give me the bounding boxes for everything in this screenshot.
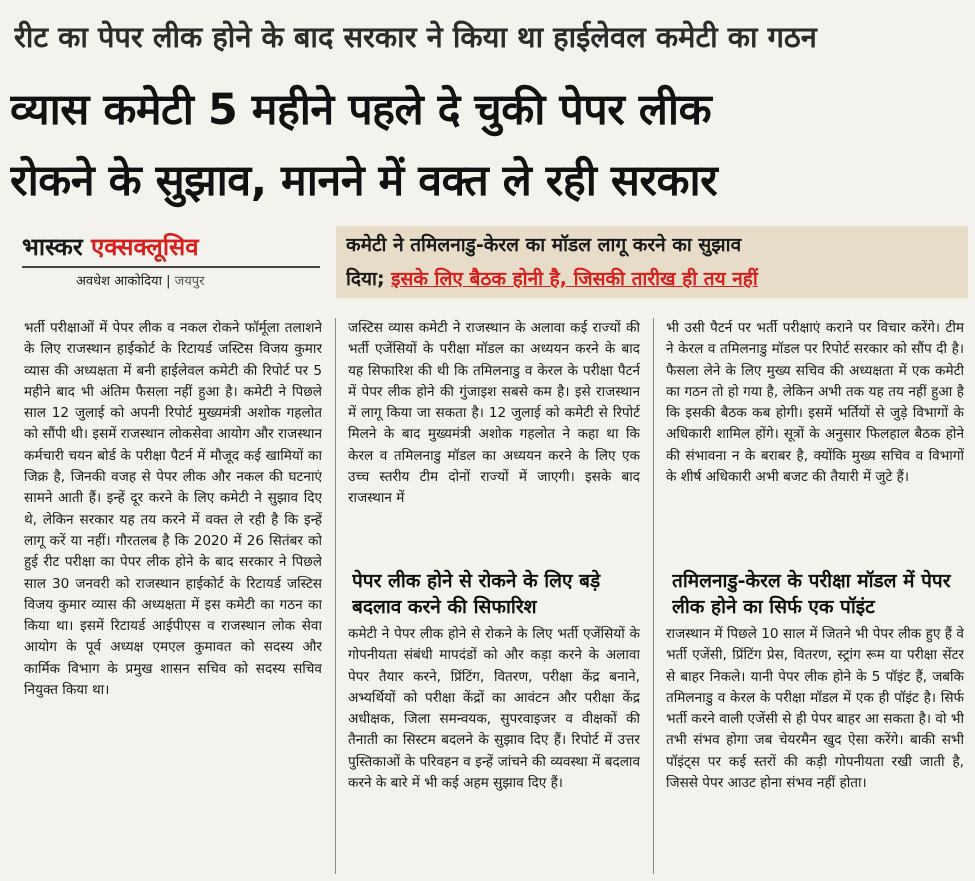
subheadline-highlight: इसके लिए बैठक होनी है, जिसकी तारीख ही तय नहीं — [391, 268, 758, 290]
brand-exclusive: एक्सक्लूसिव — [91, 233, 199, 261]
article-column-2-top: जस्टिस व्यास कमेटी ने राजस्थान के अलावा कई राज्यों की भर्ती एजेंसियों के परीक्षा मॉडल का अध्ययन करने के बाद यह सिफारिश की थी कि तमिलनाडु व केरल के परीक्षा पैटर्न में पेपर लीक होने की गुंजाइश सबसे कम है। इसे राजस्थान में लागू किया जा सकता है। 12 जुलाई को कमेटी से रिपोर्ट मिलने के बाद मुख्यमंत्री अशोक गहलोत ने कहा था कि केरल व तमिलनाडु मॉडल का अध्ययन करने के लिए एक उच्च स्तरीय टीम दोनों राज्यों में जाएगी। इसके बाद राजस्थान में — [348, 320, 640, 507]
headline-line-2: रोकने के सुझाव, मानने में वक्त ले रही सरकार — [10, 156, 718, 206]
brand-rule — [22, 266, 320, 268]
subheadline-lead: दिया; — [346, 268, 392, 290]
kicker-headline: रीट का पेपर लीक होने के बाद सरकार ने किया था हाईलेवल कमेटी का गठन — [14, 20, 817, 54]
section-subhead-tn-kerala-model: तमिलनाडु-केरल के परीक्षा मॉडल में पेपर लीक होने का सिर्फ एक पॉइंट — [672, 570, 951, 618]
headline-line-1: व्यास कमेटी 5 महीने पहले दे चुकी पेपर लीक — [10, 85, 712, 135]
section-subhead-recommendations: पेपर लीक होने से रोकने के लिए बड़े बदलाव करने की सिफारिश — [352, 570, 601, 618]
article-column-3-bottom: राजस्थान में पिछले 10 साल में जितने भी पेपर लीक हुए हैं वे भर्ती एजेंसी, प्रिंटिंग प्रेस, वितरण, स्ट्रांग रूम या परीक्षा सेंटर से बाहर निकले। यानी पेपर लीक होने के 5 पॉइंट हैं, जबकि तमिलनाडु व केरल के परीक्षा मॉडल में एक ही पॉइंट है। सिर्फ भर्ती करने वाली एजेंसी से ही पेपर बाहर आ सकता है। वो भी तभी संभव होगा जब चेयरमैन खुद ऐसा करेंगे। बाकी सभी पॉइंट्स पर कई स्तरों की कड़ी गोपनीयता रखी जाती है, जिससे पेपर आउट होना संभव नहीं होता। — [666, 626, 964, 792]
brand-name: भास्कर — [22, 233, 92, 261]
subheadline-line-1: कमेटी ने तमिलनाडु-केरल का मॉडल लागू करने का सुझाव — [346, 234, 742, 256]
subheadline-box — [336, 226, 968, 298]
article-column-3-top: भी उसी पैटर्न पर भर्ती परीक्षाएं कराने पर विचार करेंगे। टीम ने केरल व तमिलनाडु मॉडल पर रिपोर्ट सरकार को सौंप दी है। फैसला लेने के लिए मुख्य सचिव की अध्यक्षता में एक कमेटी का गठन तो हो गया है, लेकिन अभी तक यह तय नहीं हुआ है कि इसकी बैठक कब होगी। इसमें भर्तियों से जुड़े विभागों के अधिकारी शामिल होंगे। सूत्रों के अनुसार फिलहाल बैठक होने की संभावना न के बराबर है, क्योंकि मुख्य सचिव व विभागों के शीर्ष अधिकारी अभी बजट की तैयारी में जुटे हैं। — [666, 320, 964, 486]
byline — [76, 270, 205, 294]
byline-separator: | — [161, 274, 175, 289]
subheadline-line-2 — [346, 262, 964, 296]
article-column-2-bottom: कमेटी ने पेपर लीक होने से रोकने के लिए भर्ती एजेंसियों के गोपनीयता संबंधी मापदंडों को और कड़ा करने के अलावा पेपर तैयार करने, प्रिंटिंग, वितरण, परीक्षा केंद्र बनाने, अभ्यर्थियों को परीक्षा केंद्रों का आवंटन और परीक्षा केंद्र अधीक्षक, जिला समन्वयक, सुपरवाइजर व वीक्षकों की तैनाती का सिस्टम बदलने के सुझाव दिए हैं। रिपोर्ट में उत्तर पुस्तिकाओं के परिवहन व इन्हें जांचने की व्यवस्था में बदलाव करने के बारे में भी कई अहम सुझाव दिए हैं। — [348, 626, 640, 792]
brand-label — [22, 224, 199, 270]
byline-city: जयपुर — [174, 274, 205, 289]
column-divider — [653, 318, 654, 874]
column-divider — [335, 318, 336, 874]
byline-author: अवधेश आकोदिया — [76, 274, 162, 289]
article-column-1: भर्ती परीक्षाओं में पेपर लीक व नकल रोकने फॉर्मूला तलाशने के लिए राजस्थान हाईकोर्ट के रिटायर्ड जस्टिस विजय कुमार व्यास की अध्यक्षता में बनी हाईलेवल कमेटी की रिपोर्ट पर 5 महीने बाद भी अंतिम फैसला नहीं हुआ है। कमेटी ने पिछले साल 12 जुलाई को अपनी रिपोर्ट मुख्यमंत्री अशोक गहलोत को सौंपी थी। इसमें राजस्थान लोकसेवा आयोग और राजस्थान कर्मचारी चयन बोर्ड के परीक्षा पैटर्न में मौजूद कई खामियों का जिक्र है, जिनकी वजह से पेपर लीक और नकल की घटनाएं सामने आती हैं। इन्हें दूर करने के लिए कमेटी ने सुझाव दिए थे, लेकिन सरकार यह तय करने में वक्त ले रही है कि इन्हें लागू करें या नहीं। गौरतलब है कि 2020 में 26 सितंबर को हुई रीट परीक्षा का पेपर लीक होने के बाद सरकार ने पिछले साल 30 जनवरी को राजस्थान हाईकोर्ट के रिटायर्ड जस्टिस विजय कुमार व्यास की अध्यक्षता में इस कमेटी का गठन का किया था। इसमें रिटायर्ड आईपीएस व राजस्थान लोक सेवा आयोग के पूर्व अध्यक्ष एमएल कुमावत को सदस्य और कार्मिक विभाग के प्रमुख शासन सचिव को सदस्य सचिव नियुक्त किया था। — [24, 320, 322, 699]
